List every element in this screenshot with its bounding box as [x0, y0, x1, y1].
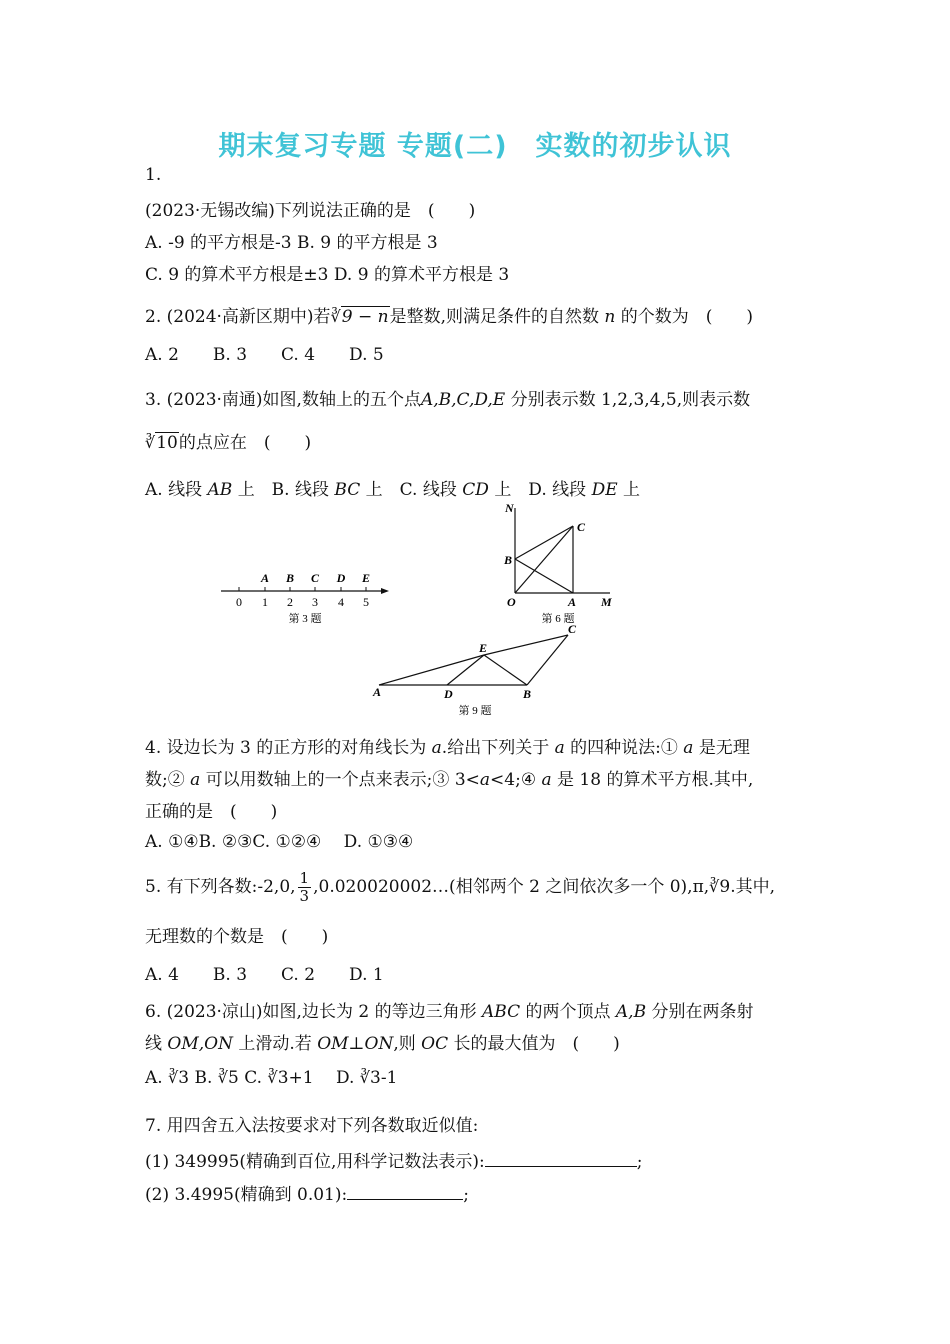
q3-seg-b: BC [334, 480, 361, 500]
q1-number: 1. [145, 165, 162, 185]
q6-line2 [145, 1032, 620, 1056]
q5-options: A. 4 B. 3 C. 2 D. 1 [145, 965, 384, 985]
q6-perp: OM⊥ON [317, 1034, 394, 1054]
q4-line2-b: 可以用数轴上的一个点来表示;③ 3< [205, 770, 480, 790]
q4-var: a [479, 770, 491, 790]
fig3-tick-2: 2 [287, 595, 293, 609]
fig9-caption: 第 9 题 [458, 705, 492, 717]
q7-part1-text: (1) 349995(精确到百位,用科学记数法表示): [145, 1152, 485, 1172]
q4-line3: 正确的是 ( ) [145, 802, 278, 822]
q7-part2-answer-blank[interactable] [347, 1181, 463, 1200]
fig3-caption: 第 3 题 [288, 613, 322, 625]
q6-line2-b: 上滑动.若 [238, 1034, 312, 1054]
q6-line1-c: 分别在两条射 [651, 1002, 754, 1022]
figure-3-number-line [215, 565, 395, 627]
fig3-tick-0: 0 [236, 595, 242, 609]
fig6-label-n: N [505, 501, 514, 515]
q3-radicand: 10 [156, 433, 178, 453]
figure-9 [365, 622, 595, 720]
q5-radical: ∛9 [709, 877, 731, 897]
q5-line2: 无理数的个数是 ( ) [145, 927, 329, 947]
fig6-label-b: B [504, 553, 513, 567]
q7-part2-text: (2) 3.4995(精确到 0.01): [145, 1185, 348, 1205]
q7-part1-end: ; [636, 1152, 643, 1172]
q5-frac-num: 1 [299, 869, 310, 887]
q3-opt-b: 上 B. 线段 [237, 480, 329, 500]
q7-part2-end: ; [463, 1185, 469, 1205]
fig9-label-d: D [444, 687, 453, 701]
q3-stem-line2 [145, 431, 311, 455]
q3-line1-tail: 分别表示数 1,2,3,4,5,则表示数 [510, 390, 751, 410]
fig3-letter-e: E [361, 571, 371, 585]
q4-line2-d: 是 18 的算术平方根.其中, [557, 770, 754, 790]
q6-radical-c: ∛3 [267, 1068, 289, 1088]
fig3-letter-a: A [260, 571, 270, 585]
q4-line1-b: .给出下列关于 [441, 738, 550, 758]
q3-seg-a: AB [207, 480, 233, 500]
fig3-tick-1: 1 [262, 595, 268, 609]
fig3-tick-4: 4 [338, 595, 344, 609]
q5-frac-den: 3 [299, 887, 310, 905]
q5-line1 [145, 870, 775, 905]
q6-rays: OM,ON [167, 1034, 233, 1054]
q4-line1-c: 的四种说法:① [570, 738, 678, 758]
q6-line1-a: 6. (2023·凉山)如图,边长为 2 的等边三角形 [145, 1002, 477, 1022]
fig6-label-m: M [601, 595, 612, 609]
q3-seg-d: DE [591, 480, 618, 500]
q2-stem [145, 305, 753, 329]
fig9-label-e: E [479, 641, 488, 655]
q6-tri: ABC [482, 1002, 521, 1022]
q5-fraction [298, 870, 312, 905]
q3-stem-line1 [145, 388, 750, 412]
q6-line1-b: 的两个顶点 [525, 1002, 611, 1022]
q6-opt-a: A. [145, 1068, 169, 1088]
q1-options-ab: A. -9 的平方根是-3 B. 9 的平方根是 3 [145, 233, 438, 253]
fig6-label-a: A [568, 595, 577, 609]
q2-radicand: 9 − n [341, 307, 389, 327]
q6-rad-b: 5 [228, 1068, 239, 1088]
q3-opt-a: A. 线段 [145, 480, 203, 500]
q3-seg-c: CD [462, 480, 489, 500]
q4-line1 [145, 736, 750, 760]
q4-line2-a: 数;② [145, 770, 185, 790]
q4-var: a [554, 738, 565, 758]
q3-line1: 3. (2023·南通)如图,数轴上的五个点 [145, 390, 421, 410]
q6-radical-a: ∛3 [168, 1068, 190, 1088]
q4-var: a [431, 738, 442, 758]
q7-part1-answer-blank[interactable] [485, 1148, 637, 1167]
q2-prefix: 2. (2024·高新区期中)若 [145, 307, 331, 327]
q2-suffix: 是整数,则满足条件的自然数 [389, 307, 599, 327]
fig3-tick-5: 5 [363, 595, 369, 609]
q4-line1-a: 4. 设边长为 3 的正方形的对角线长为 [145, 738, 427, 758]
fig9-label-c: C [568, 622, 577, 636]
q4-options: A. ①④B. ②③C. ①②④ D. ①③④ [145, 832, 414, 852]
fig9-label-b: B [523, 687, 532, 701]
q5-suffix: .其中, [730, 877, 775, 897]
q3-line2-tail: 的点应在 ( ) [178, 433, 312, 453]
q2-var: n [604, 307, 616, 327]
figure-6 [498, 498, 628, 628]
q3-points: A,B,C,D,E [420, 390, 506, 410]
q7-part1 [145, 1148, 643, 1174]
q5-middle: ,0.020020002…(相邻两个 2 之间依次多一个 0),π, [313, 877, 710, 897]
q1-stem: (2023·无锡改编)下列说法正确的是 ( ) [145, 201, 476, 221]
fig6-label-o: O [507, 595, 516, 609]
q6-rad-a: 3 [178, 1068, 190, 1088]
q3-radical: ∛10 [145, 433, 178, 453]
fig6-label-c: C [577, 520, 586, 534]
q4-line2-c: <4;④ [490, 770, 537, 790]
q4-line2 [145, 768, 753, 792]
q4-var: a [683, 738, 694, 758]
q4-var: a [541, 770, 552, 790]
fig6-caption: 第 6 题 [541, 613, 575, 625]
q6-line2-d: 长的最大值为 ( ) [453, 1034, 620, 1054]
fig3-letter-d: D [336, 571, 346, 585]
fig3-letter-c: C [310, 571, 320, 585]
q7-stem: 7. 用四舍五入法按要求对下列各数取近似值: [145, 1116, 479, 1136]
fig3-letter-b: B [285, 571, 295, 585]
fig3-tick-3: 3 [312, 595, 318, 609]
q6-oc: OC [421, 1034, 449, 1054]
fig9-label-a: A [373, 685, 382, 699]
q6-rad-d: 3 [370, 1068, 381, 1088]
q5-radicand: 9 [719, 877, 731, 897]
q2-tail: 的个数为 ( ) [620, 307, 754, 327]
q6-pts: A,B [615, 1002, 647, 1022]
q6-options [145, 1066, 397, 1090]
q3-opt-d: 上 D. 线段 [494, 480, 587, 500]
q6-opt-b: B. [189, 1068, 218, 1088]
q3-opt-end: 上 [623, 480, 641, 500]
q6-radical-d: ∛3 [359, 1068, 381, 1088]
q5-prefix: 5. 有下列各数:-2,0, [145, 877, 296, 897]
q6-opt-d-tail: -1 [380, 1068, 398, 1088]
page-title: 期末复习专题 专题(二) 实数的初步认识 [218, 131, 732, 162]
q6-rad-c: 3 [277, 1068, 289, 1088]
q3-opt-c: 上 C. 线段 [365, 480, 457, 500]
q6-radical-b: ∛5 [217, 1068, 239, 1088]
q6-line2-a: 线 [145, 1034, 162, 1054]
q6-opt-c-tail: +1 D. [288, 1068, 360, 1088]
q4-var: a [190, 770, 201, 790]
q1-options-cd: C. 9 的算术平方根是±3 D. 9 的算术平方根是 3 [145, 265, 510, 285]
q7-part2 [145, 1181, 469, 1207]
q6-line1 [145, 1000, 754, 1024]
q4-line1-d: 是无理 [698, 738, 750, 758]
q6-line2-c: ,则 [393, 1034, 416, 1054]
q2-options: A. 2 B. 3 C. 4 D. 5 [145, 345, 384, 365]
q2-radical: ∛9 − n [330, 307, 389, 327]
q6-opt-c: C. [238, 1068, 268, 1088]
